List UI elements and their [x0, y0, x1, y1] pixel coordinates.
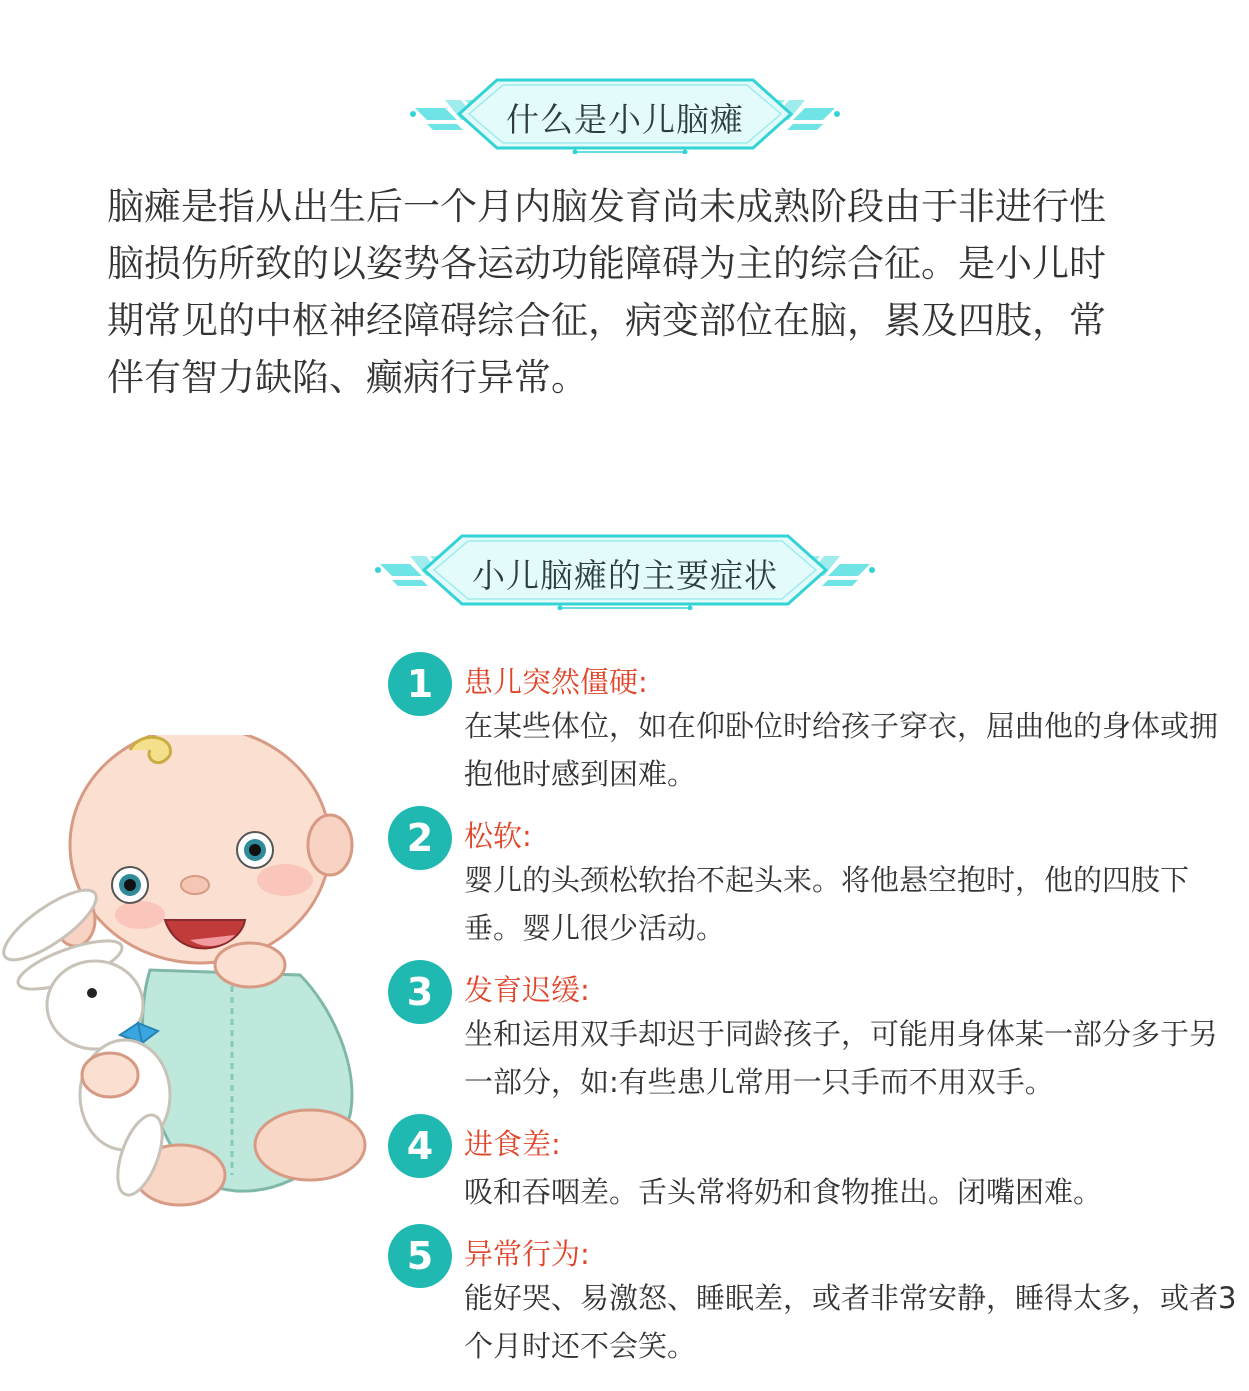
number-badge: 3 — [388, 960, 452, 1024]
symptom-title: 患儿突然僵硬: — [464, 665, 648, 699]
symptom-description: 能好哭、易激怒、睡眠差，或者非常安静，睡得太多，或者3个月时还不会笑。 — [464, 1281, 1237, 1363]
baby-with-bunny-illustration — [0, 735, 385, 1215]
number-badge: 5 — [388, 1224, 452, 1288]
symptom-item-4 — [388, 1114, 1238, 1216]
symptom-title: 进食差: — [464, 1127, 561, 1161]
symptom-list — [388, 652, 1238, 1378]
section-banner-what-is — [405, 74, 845, 154]
number-badge: 1 — [388, 652, 452, 716]
number-badge: 4 — [388, 1114, 452, 1178]
intro-paragraph: 脑瘫是指从出生后一个月内脑发育尚未成熟阶段由于非进行性脑损伤所致的以姿势各运动功能障碍为主的综合征。是小儿时期常见的中枢神经障碍综合征，病变部位在脑，累及四肢，常伴有智力缺陷、癫病行异常。 — [107, 185, 1106, 399]
symptom-description: 在某些体位，如在仰卧位时给孩子穿衣，屈曲他的身体或拥抱他时感到困难。 — [464, 709, 1219, 791]
symptom-item-2 — [388, 806, 1238, 952]
section-banner-symptoms — [370, 530, 880, 610]
symptom-title: 异常行为: — [464, 1237, 590, 1271]
section-title-symptoms: 小儿脑瘫的主要症状 — [472, 556, 778, 595]
symptom-description: 婴儿的头颈松软抬不起头来。将他悬空抱时，他的四肢下垂。婴儿很少活动。 — [464, 863, 1190, 945]
symptom-item-1 — [388, 652, 1238, 798]
symptom-title: 发育迟缓: — [464, 973, 590, 1007]
symptom-description: 坐和运用双手却迟于同龄孩子，可能用身体某一部分多于另一部分，如:有些患儿常用一只手而不用双手。 — [464, 1017, 1219, 1099]
section-title-what-is: 什么是小儿脑瘫 — [506, 100, 744, 139]
number-badge: 2 — [388, 806, 452, 870]
symptom-item-5 — [388, 1224, 1238, 1370]
symptom-item-3 — [388, 960, 1238, 1106]
symptom-description: 吸和吞咽差。舌头常将奶和食物推出。闭嘴困难。 — [464, 1175, 1103, 1209]
symptom-title: 松软: — [464, 819, 532, 853]
